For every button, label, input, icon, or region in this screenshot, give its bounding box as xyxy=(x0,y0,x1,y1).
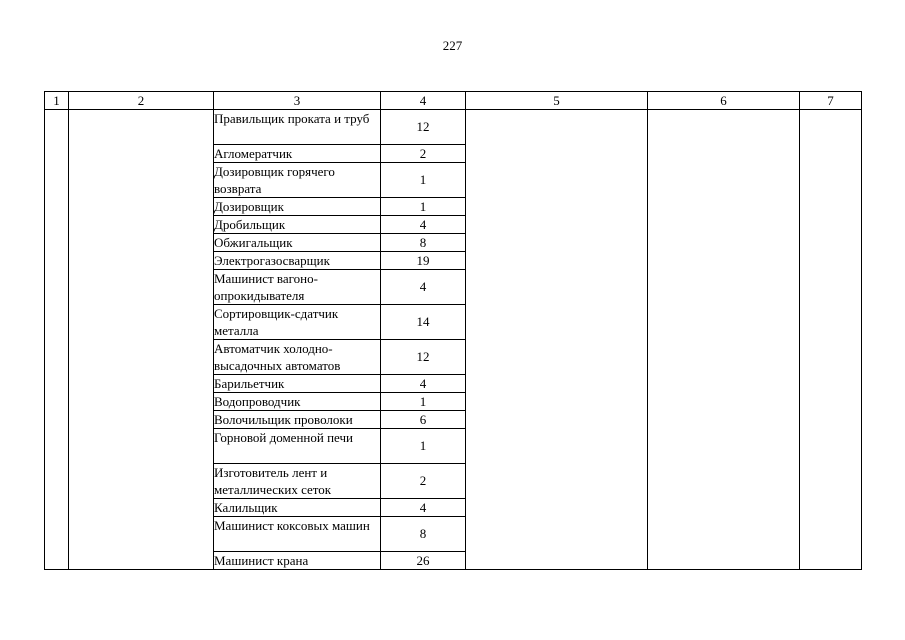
column-header-6: 6 xyxy=(648,92,800,110)
quantity-cell: 14 xyxy=(381,305,466,340)
profession-cell: Машинист крана xyxy=(214,552,381,570)
column-header-2: 2 xyxy=(69,92,214,110)
profession-cell: Электрогазосварщик xyxy=(214,252,381,270)
table-row xyxy=(45,110,862,145)
quantity-cell: 6 xyxy=(381,411,466,429)
quantity-cell: 12 xyxy=(381,110,466,145)
quantity-cell: 4 xyxy=(381,375,466,393)
profession-cell: Дозировщик xyxy=(214,198,381,216)
profession-cell: Горновой доменной печи xyxy=(214,429,381,464)
quantity-cell: 1 xyxy=(381,393,466,411)
profession-cell: Калильщик xyxy=(214,499,381,517)
page-number: 227 xyxy=(442,38,463,53)
empty-column-2-cell xyxy=(69,110,214,570)
profession-cell: Изготовитель лент и металлических сеток xyxy=(214,464,381,499)
profession-cell: Автоматчик холодно-высадочных автоматов xyxy=(214,340,381,375)
profession-cell: Машинист вагоно-опрокидывателя xyxy=(214,270,381,305)
table-body xyxy=(45,110,862,570)
quantity-cell: 19 xyxy=(381,252,466,270)
quantity-cell: 1 xyxy=(381,429,466,464)
column-number-header-row xyxy=(45,92,862,110)
quantity-cell: 1 xyxy=(381,198,466,216)
profession-cell: Правильщик проката и труб xyxy=(214,110,381,145)
quantity-cell: 12 xyxy=(381,340,466,375)
profession-cell: Сортировщик-сдатчик металла xyxy=(214,305,381,340)
profession-cell: Дробильщик xyxy=(214,216,381,234)
quantity-cell: 4 xyxy=(381,499,466,517)
column-header-3: 3 xyxy=(214,92,381,110)
quantity-cell: 4 xyxy=(381,270,466,305)
column-header-1: 1 xyxy=(45,92,69,110)
quantity-cell: 8 xyxy=(381,234,466,252)
profession-cell: Машинист коксовых машин xyxy=(214,517,381,552)
profession-cell: Дозировщик горячего возврата xyxy=(214,163,381,198)
profession-cell: Волочильщик проволоки xyxy=(214,411,381,429)
profession-cell: Водопроводчик xyxy=(214,393,381,411)
column-header-4: 4 xyxy=(381,92,466,110)
empty-column-5-cell xyxy=(466,110,648,570)
empty-column-1-cell xyxy=(45,110,69,570)
profession-cell: Агломератчик xyxy=(214,145,381,163)
profession-cell: Обжигальщик xyxy=(214,234,381,252)
quantity-cell: 26 xyxy=(381,552,466,570)
quantity-cell: 1 xyxy=(381,163,466,198)
empty-column-7-cell xyxy=(800,110,862,570)
quantity-cell: 8 xyxy=(381,517,466,552)
column-header-7: 7 xyxy=(800,92,862,110)
quantity-cell: 2 xyxy=(381,145,466,163)
empty-column-6-cell xyxy=(648,110,800,570)
quantity-cell: 4 xyxy=(381,216,466,234)
document-table xyxy=(44,91,862,570)
quantity-cell: 2 xyxy=(381,464,466,499)
profession-cell: Барильетчик xyxy=(214,375,381,393)
column-header-5: 5 xyxy=(466,92,648,110)
